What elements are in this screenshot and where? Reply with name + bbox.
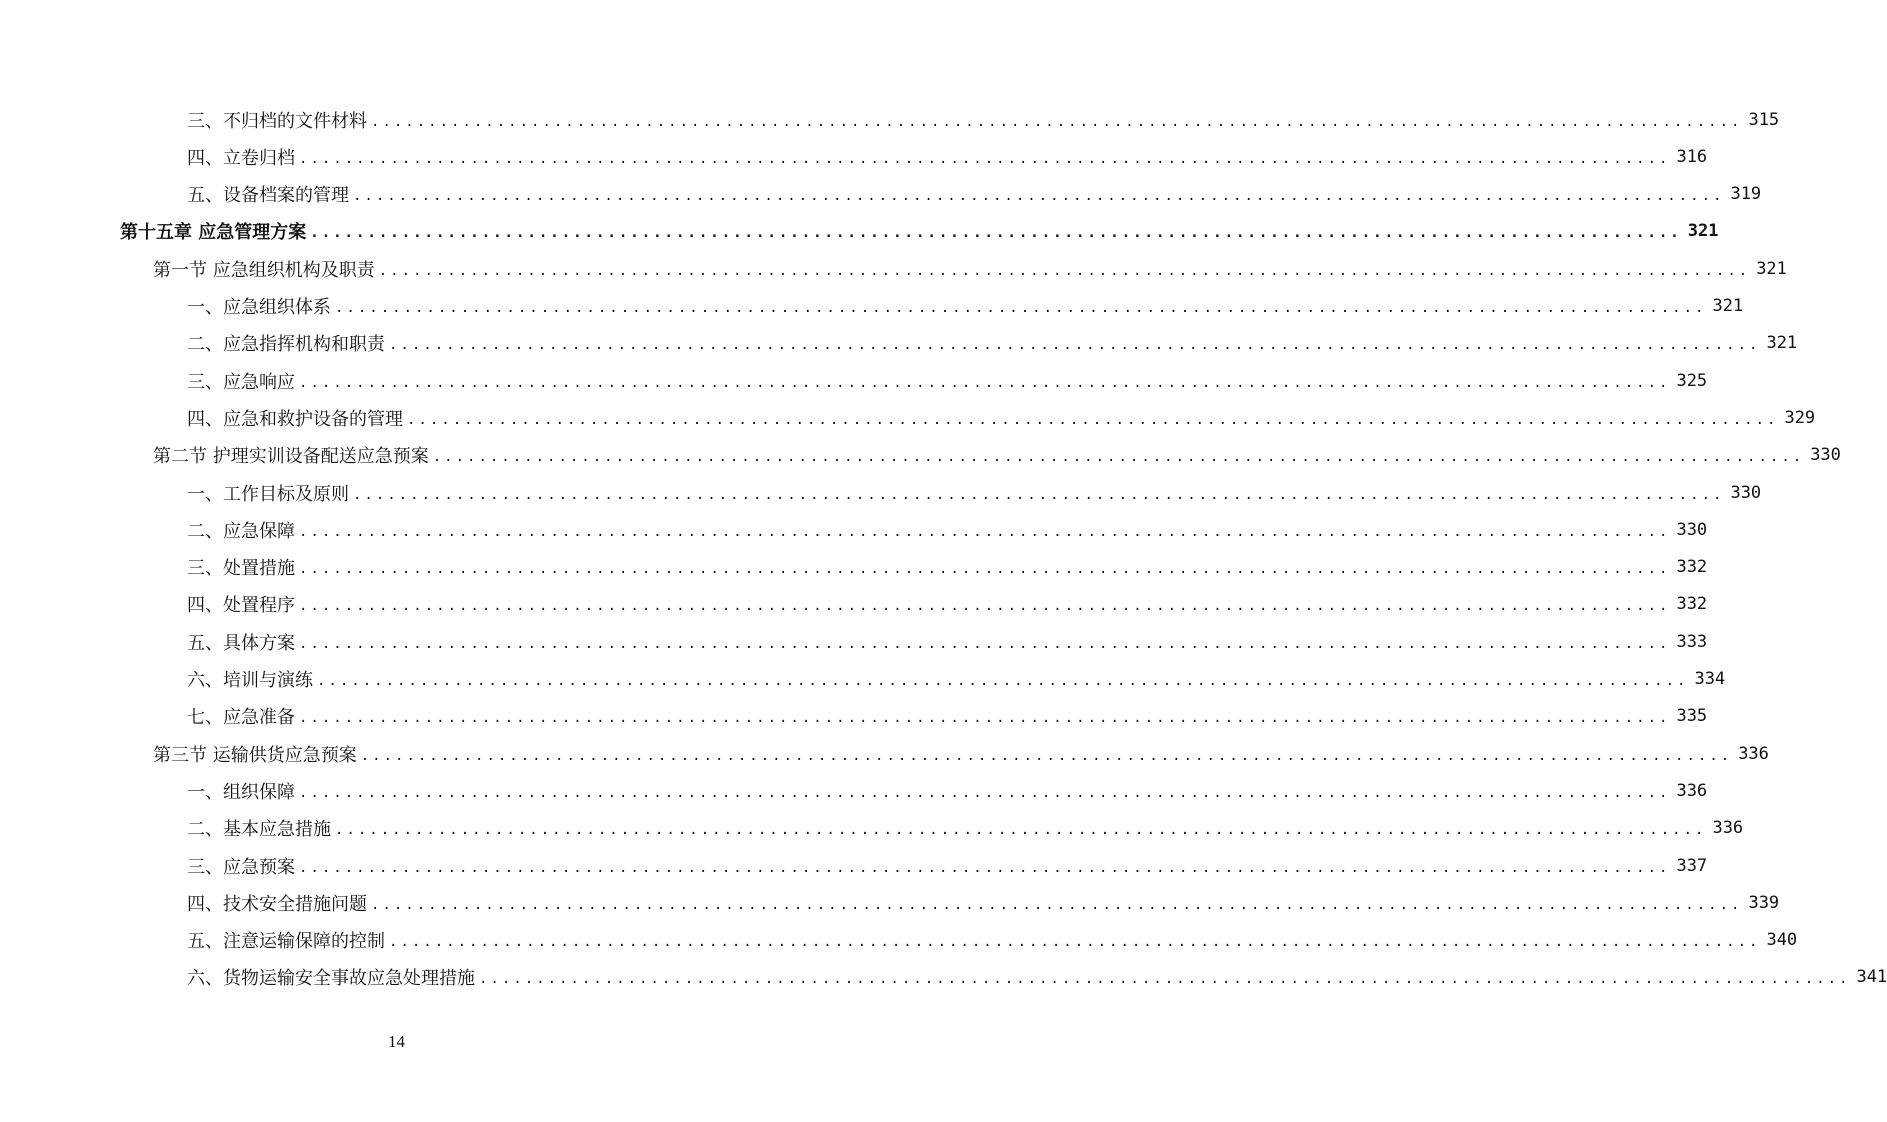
toc-entry-page-number: 330 — [1676, 519, 1708, 540]
toc-entry-title: 六、货物运输安全事故应急处理措施 — [187, 968, 475, 990]
toc-entry-title: 三、处置措施 — [187, 558, 295, 580]
dot-leader: ........................................................................................................................ — [299, 859, 1671, 876]
toc-entry[interactable] — [0, 623, 1708, 660]
dot-leader: ........................................................................................................................ — [371, 113, 1743, 130]
dot-leader: ........................................................................................................................ — [299, 561, 1671, 578]
toc-entry[interactable] — [0, 101, 1780, 138]
toc-entry-title: 一、组织保障 — [187, 781, 295, 803]
toc-entry-page-number: 321 — [1712, 296, 1744, 316]
toc-entry-title: 一、应急组织体系 — [187, 297, 331, 318]
toc-entry[interactable] — [0, 884, 1780, 921]
toc-entry-page-number: 332 — [1676, 594, 1708, 615]
dot-leader: ........................................................................................................................ — [310, 225, 1682, 242]
dot-leader: ........................................................................................................................ — [353, 188, 1725, 205]
toc-entry-title: 五、注意运输保障的控制 — [187, 931, 385, 953]
toc-entry[interactable] — [0, 250, 1787, 287]
toc-entry-title: 四、立卷归档 — [187, 147, 295, 169]
dot-leader: ........................................................................................................................ — [371, 896, 1743, 913]
toc-entry-title: 二、基本应急措施 — [187, 819, 331, 841]
toc-entry-page-number: 321 — [1756, 258, 1787, 279]
dot-leader: ........................................................................................................................ — [389, 337, 1761, 354]
dot-leader: ........................................................................................................................ — [432, 449, 1805, 466]
dot-leader: ........................................................................................................................ — [299, 374, 1671, 391]
dot-leader: ........................................................................................................................ — [299, 598, 1671, 615]
dot-leader: ........................................................................................................................ — [317, 673, 1689, 689]
dot-leader: ........................................................................................................................ — [335, 822, 1707, 839]
toc-entry[interactable] — [0, 437, 1841, 474]
toc-entry-page-number: 339 — [1748, 892, 1780, 913]
toc-entry-page-number: 340 — [1766, 930, 1798, 951]
toc-entry[interactable] — [0, 735, 1769, 772]
toc-entry-page-number: 321 — [1687, 221, 1719, 242]
toc-entry-page-number: 316 — [1676, 146, 1708, 167]
page-number: 14 — [388, 1032, 405, 1051]
toc-entry-title: 五、具体方案 — [187, 632, 295, 654]
dot-leader: ........................................................................................................................ — [299, 150, 1671, 167]
toc-entry-page-number: 341 — [1856, 967, 1887, 988]
dot-leader: ........................................................................................................................ — [335, 300, 1707, 316]
toc-entry-title: 四、应急和救护设备的管理 — [187, 408, 403, 430]
dot-leader: ........................................................................................................................ — [378, 262, 1751, 279]
dot-leader: ........................................................................................................................ — [360, 747, 1733, 764]
dot-leader: ........................................................................................................................ — [407, 411, 1779, 428]
toc-entry-page-number: 336 — [1738, 743, 1769, 764]
toc-entry[interactable] — [0, 586, 1708, 623]
toc-entry[interactable] — [0, 474, 1762, 511]
dot-leader: ........................................................................................................................ — [299, 784, 1671, 801]
toc-entry[interactable] — [0, 959, 1887, 996]
toc-entry-title: 三、应急预案 — [187, 856, 295, 878]
toc-entry[interactable] — [0, 288, 1744, 325]
toc-entry-page-number: 329 — [1784, 407, 1816, 428]
toc-entry-title: 七、应急准备 — [187, 707, 295, 729]
toc-entry[interactable] — [0, 176, 1762, 213]
toc-entry-title: 六、培训与演练 — [187, 670, 313, 691]
dot-leader: ........................................................................................................................ — [479, 971, 1851, 988]
toc-entry-title: 二、应急指挥机构和职责 — [187, 334, 385, 356]
dot-leader: ........................................................................................................................ — [299, 523, 1671, 540]
toc-entry-title: 三、不归档的文件材料 — [187, 110, 367, 132]
toc-entry[interactable] — [0, 810, 1744, 847]
toc-entry[interactable] — [0, 847, 1708, 884]
toc-entry-title: 第一节 应急组织机构及职责 — [153, 259, 375, 281]
toc-entry-title: 第三节 运输供货应急预案 — [153, 744, 357, 766]
toc-entry-title: 第十五章 应急管理方案 — [120, 222, 307, 244]
toc-entry-title: 四、处置程序 — [187, 595, 295, 617]
toc-entry-page-number: 333 — [1676, 631, 1708, 652]
toc-entry-page-number: 336 — [1712, 818, 1744, 839]
toc-entry-title: 第二节 护理实训设备配送应急预案 — [153, 446, 429, 468]
toc-entry-page-number: 330 — [1810, 445, 1841, 466]
toc-entry-page-number: 337 — [1676, 855, 1708, 876]
dot-leader: ........................................................................................................................ — [299, 635, 1671, 652]
toc-entry[interactable] — [0, 772, 1708, 809]
toc-entry-title: 一、工作目标及原则 — [187, 483, 349, 505]
toc-entry-page-number: 334 — [1694, 669, 1726, 689]
toc-entry-title: 五、设备档案的管理 — [187, 185, 349, 207]
dot-leader: ........................................................................................................................ — [389, 934, 1761, 951]
toc-entry[interactable] — [0, 399, 1816, 436]
toc-entry[interactable] — [0, 213, 1719, 250]
toc-entry[interactable] — [0, 138, 1708, 175]
toc-entry[interactable] — [0, 549, 1708, 586]
dot-leader: ........................................................................................................................ — [353, 486, 1725, 503]
toc-entry[interactable] — [0, 325, 1798, 362]
toc-entry-title: 三、应急响应 — [187, 371, 295, 393]
toc-entry-page-number: 319 — [1730, 184, 1762, 205]
toc-entry-page-number: 336 — [1676, 780, 1708, 801]
toc-entry-title: 二、应急保障 — [187, 520, 295, 542]
toc-entry-page-number: 332 — [1676, 557, 1708, 578]
toc-entry-page-number: 330 — [1730, 482, 1762, 503]
toc-entry[interactable] — [0, 362, 1708, 399]
toc-entry[interactable] — [0, 922, 1798, 959]
toc-entry-page-number: 335 — [1676, 706, 1708, 727]
dot-leader: ........................................................................................................................ — [299, 710, 1671, 727]
toc-entry-page-number: 315 — [1748, 109, 1780, 130]
toc-entry-page-number: 321 — [1766, 333, 1798, 354]
toc-entry[interactable] — [0, 511, 1708, 548]
toc-entry[interactable] — [0, 661, 1726, 698]
toc-entry-title: 四、技术安全措施问题 — [187, 893, 367, 915]
toc-entry-page-number: 325 — [1676, 370, 1708, 391]
toc-entry[interactable] — [0, 698, 1708, 735]
